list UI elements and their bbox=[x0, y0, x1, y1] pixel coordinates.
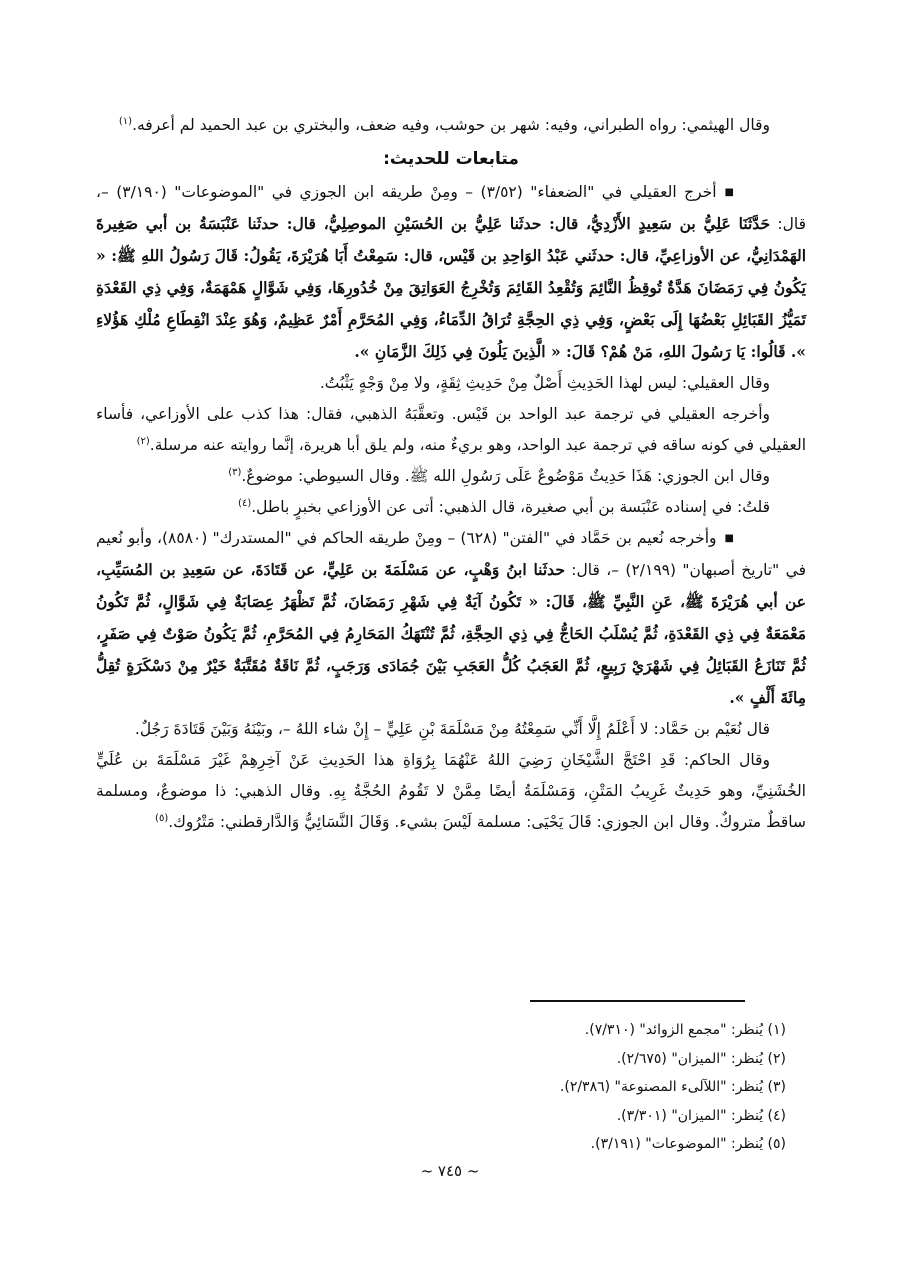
footnote-item: (٣) يُنظر: "اللآلىء المصنوعة" (٢/٣٨٦). bbox=[559, 1079, 786, 1095]
paragraph-nuaym-comment: قال نُعَيْم بن حَمَّاد: لا أَعْلَمُ إِلَّا أَنِّي سَمِعْتُهُ مِنْ مَسْلَمَةَ بْنِ عَلِيٍّ – إِنْ شاء اللهُ –، وبَيْنَهُ وَبَيْنَ قَتَادَةَ رَجُلٌ. bbox=[134, 720, 770, 738]
hakim-comment-text: وقال الحاكم: قَدِ احْتَجَّ الشَّيْخَانِ رَضِيَ اللهُ عَنْهُمَا بِرُوَاةِ هذا الحَدِيثِ عَنْ آخِرِهِمْ غَيْرَ مَسْلَمَةَ بن عُلَيٍّ الخُشَنِيِّ، وهو حَدِيثٌ غَرِيبُ المَتْنِ، وَمَسْلَمَةُ أيضًا مِمَّنْ لا تَقُومُ الحُجَّةُ بِهِ. وقال الذهبي: ذا موضوعٌ، ومسلمة ساقطٌ متروكٌ. وقال ابن الجوزي: قَالَ يَحْيَى: مسلمة لَيْسَ بشيء. وَقَالَ النَّسَائِيُّ وَالدَّارقطني: مَتْرُوك. bbox=[96, 751, 806, 831]
paragraph-hakim-comment bbox=[96, 745, 806, 838]
bullet-icon: ■ bbox=[724, 187, 734, 198]
main-text bbox=[96, 110, 806, 838]
footnote-ref-2: (٢) bbox=[136, 435, 150, 447]
hadith-text-1: حَدَّثَنَا عَلِيُّ بن سَعِيدٍ الأَزْدِيُّ، قال: حدثَنا عَلِيُّ بن الحُسَيْنِ الموصِلِيُّ، قال: حدثَنا عَنْبَسَةُ بن أبي صَغِيرةَ الهَمْدَانِيُّ، عن الأوزاعِيِّ، قال: حدثَني عَبْدُ الوَاحِدِ بن قَيْس، قال: سَمِعْتُ أَبَا هُرَيْرَةَ، يَقُولُ: قَالَ رَسُولُ اللهِ ﷺ: « يَكُونُ فِي رَمَضَانَ هَدَّةٌ تُوقِظُ النَّائِمَ وَتُقْعِدُ القَائِمَ وَتُخْرِجُ العَوَاتِقَ مِنْ خُدُورِهَا، وَفِي شَوَّالٍ هَمْهَمَةٌ، وَفِي ذِي القَعْدَةِ تَمَيُّزُ القَبَائِلِ بَعْضُهَا إِلَى بَعْضٍ، وَفِي ذِي الحِجَّةِ تُرَاقُ الدِّمَاءُ، وَفِي المُحَرَّمِ أَمْرٌ عَظِيمٌ، وَهُوَ عِنْدَ انْقِطَاعِ مُلْكِ هَؤُلاءِ ». قَالُوا: يَا رَسُولَ اللهِ، مَنْ هُمْ؟ قَالَ: « الَّذِينَ يَلُونَ فِي ذَلِكَ الزَّمَانِ ». bbox=[96, 214, 806, 361]
footnote-separator bbox=[530, 1000, 745, 1002]
hadith-text-2: حدثَنا ابنُ وَهْبٍ، عن مَسْلَمَةَ بن عَلِيٍّ، عن قَتَادَةَ، عن سَعِيدِ بن المُسَيِّبِ، عن أبي هُرَيْرَةَ ﷺ، عَنِ النَّبِيِّ ﷺ، قَالَ: « تَكُونُ آيَةٌ فِي شَهْرِ رَمَضَانَ، ثُمَّ تَظْهَرُ عِصَابَةٌ فِي شَوَّالٍ، ثُمَّ تَكُونُ مَعْمَعَةٌ فِي ذِي القَعْدَةِ، ثُمَّ يُسْلَبُ الحَاجُّ فِي ذِي الحِجَّةِ، ثُمَّ تُنْتَهَكُ المَحَارِمُ فِي المُحَرَّمِ، ثُمَّ يَكُونُ صَوْتٌ فِي صَفَرٍ، ثُمَّ تَنَازَعُ القَبَائِلُ فِي شَهْرَيْ رَبِيعٍ، ثُمَّ العَجَبُ كُلُّ العَجَبِ بَيْنَ جُمَادَى وَرَجَبٍ، ثُمَّ نَاقَةٌ مُقَتَّبَةٌ خَيْرٌ مِنْ دَسْكَرَةٍ تُقِلُّ مِائَةَ أَلْفٍ ». bbox=[96, 560, 806, 707]
ibn-jawzi-text: وقال ابن الجوزي: هَذَا حَدِيثٌ مَوْضُوعٌ عَلَى رَسُولِ الله ﷺ. وقال السيوطي: موضوعٌ. bbox=[241, 467, 770, 485]
footnote-item: (٥) يُنظر: "الموضوعات" (٣/١٩١). bbox=[590, 1136, 786, 1152]
page-number: ~ ٧٤٥ ~ bbox=[420, 1162, 480, 1180]
paragraph-aqili-comment: وقال العقيلي: ليس لهذا الحَدِيثِ أَصْلٌ مِنْ حَدِيثِ ثِقَةٍ، ولا مِنْ وَجْهٍ يَثْبُتُ. bbox=[319, 374, 770, 392]
footnote-ref-3: (٣) bbox=[228, 466, 242, 478]
paragraph-dhahabi-comment bbox=[96, 399, 806, 461]
paragraph-nuaym-source bbox=[96, 523, 806, 714]
footnote-item: (٤) يُنظر: "الميزان" (٣/٣٠١). bbox=[616, 1107, 786, 1124]
paragraph-note bbox=[96, 492, 806, 523]
footnote-ref-4: (٤) bbox=[238, 497, 252, 509]
intro-text: وقال الهيثمي: رواه الطبراني، وفيه: شهر بن حوشب، وفيه ضعف، والبختري بن عبد الحميد لم أعرفه. bbox=[132, 116, 770, 134]
nuaym-source-text: وأخرجه نُعيم بن حَمَّاد في "الفتن" (٦٢٨) – ومِنْ طريقه الحاكم في "المستدرك" (٨٥٨٠)، وأبو نُعيم في "تاريخ أصبهان" (٢/١٩٩) –، قال: bbox=[96, 529, 806, 579]
dhahabi-comment-text: وأخرجه العقيلي في ترجمة عبد الواحد بن قَيْس. وتعقَّبَهُ الذهبي، فقال: هذا كذب على الأوزاعي، فأساء العقيلي في كونه ساقه في ترجمة عبد الواحد، وهو بريءٌ منه، ولم يلق أبا هريرة، إنَّما روايته عنه مرسلة. bbox=[96, 405, 806, 454]
footnote-ref-1: (١) bbox=[118, 115, 133, 127]
section-heading: متابعات للحديث: bbox=[383, 149, 519, 169]
footnote-item: (١) يُنظر: "مجمع الزوائد" (٧/٣١٠). bbox=[584, 1022, 786, 1038]
paragraph-ibn-jawzi bbox=[96, 461, 806, 492]
footnote-ref-5: (٥) bbox=[155, 812, 169, 824]
footnotes bbox=[96, 1016, 786, 1159]
note-text: قلتُ: في إسناده عَنْبَسة بن أبي صغيرة، قال الذهبي: أتى عن الأوزاعي بخبرٍ باطل. bbox=[251, 498, 770, 516]
aqili-source-text: أخرج العقيلي في "الضعفاء" (٣/٥٢) – ومِنْ طريقه ابن الجوزي في "الموضوعات" (٣/١٩٠) –، قال: bbox=[96, 183, 806, 233]
paragraph-aqili-source bbox=[96, 177, 806, 368]
bullet-icon: ■ bbox=[724, 533, 734, 544]
footnote-item: (٢) يُنظر: "الميزان" (٢/٦٧٥). bbox=[616, 1050, 786, 1067]
intro-paragraph bbox=[96, 110, 806, 141]
